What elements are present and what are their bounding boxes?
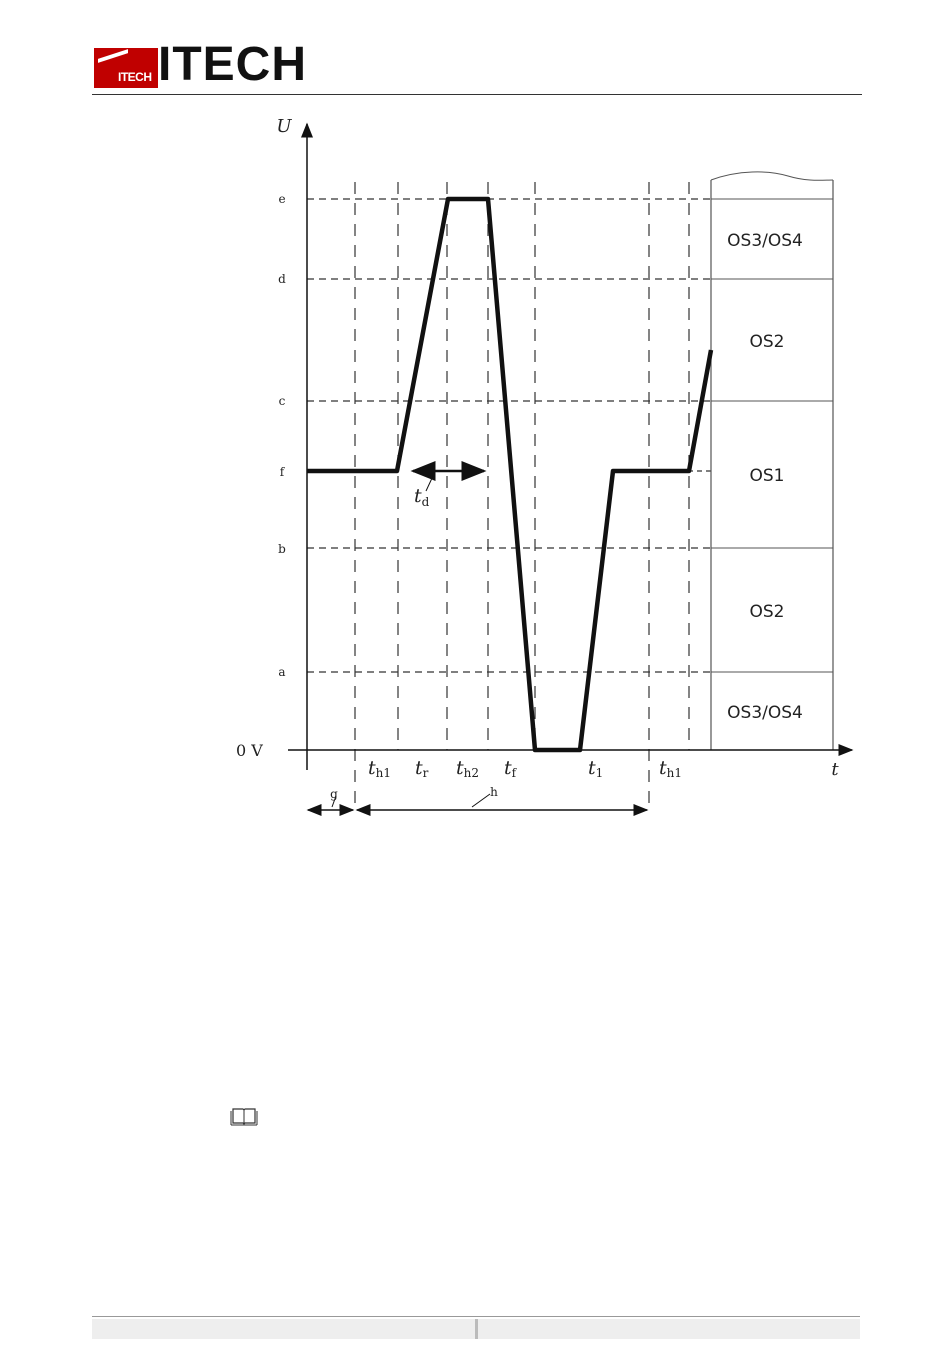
time-label-tr: tr xyxy=(415,757,429,780)
footer-right-cell xyxy=(478,1319,860,1339)
footer-left-cell xyxy=(92,1319,475,1339)
level-label-c: c xyxy=(278,394,286,408)
span-label-g: g xyxy=(330,787,338,801)
span-label-h: h xyxy=(490,785,498,799)
zone-label-os1: OS1 xyxy=(749,466,785,486)
x-axis-label: t xyxy=(831,759,839,780)
logo-badge-text: ITECH xyxy=(118,70,152,84)
y-axis-label: U xyxy=(276,116,292,137)
level-label-f: f xyxy=(279,465,285,479)
time-label-t1: t1 xyxy=(588,757,604,780)
level-label-a: a xyxy=(278,665,286,679)
zone-table-torn-top xyxy=(711,172,833,180)
level-label-b: b xyxy=(278,542,286,556)
voltage-waveform-diagram xyxy=(228,110,868,830)
itech-logo xyxy=(92,38,332,91)
zone-label-os2-bottom: OS2 xyxy=(749,602,785,622)
time-label-th1-first: th1 xyxy=(368,757,392,780)
level-label-e: e xyxy=(278,192,286,206)
time-label-th2: th2 xyxy=(456,757,480,780)
time-label-tf: tf xyxy=(504,757,517,780)
voltage-waveform-line xyxy=(307,199,711,750)
zero-volt-label: 0 V xyxy=(236,741,263,760)
logo-badge xyxy=(94,48,158,88)
time-label-th1-second: th1 xyxy=(659,757,683,780)
zone-label-os2-top: OS2 xyxy=(749,332,785,352)
level-label-d: d xyxy=(278,272,286,286)
zone-label-os3-os4-bottom: OS3/OS4 xyxy=(727,703,803,723)
waveform-svg xyxy=(228,110,868,830)
zone-label-os3-os4-top: OS3/OS4 xyxy=(727,231,803,251)
book-icon xyxy=(230,1106,258,1126)
logo-wordmark: ITECH xyxy=(158,38,307,91)
page-header xyxy=(92,40,862,95)
page-footer xyxy=(92,1316,860,1341)
td-label: $t_d$ xyxy=(414,485,430,509)
